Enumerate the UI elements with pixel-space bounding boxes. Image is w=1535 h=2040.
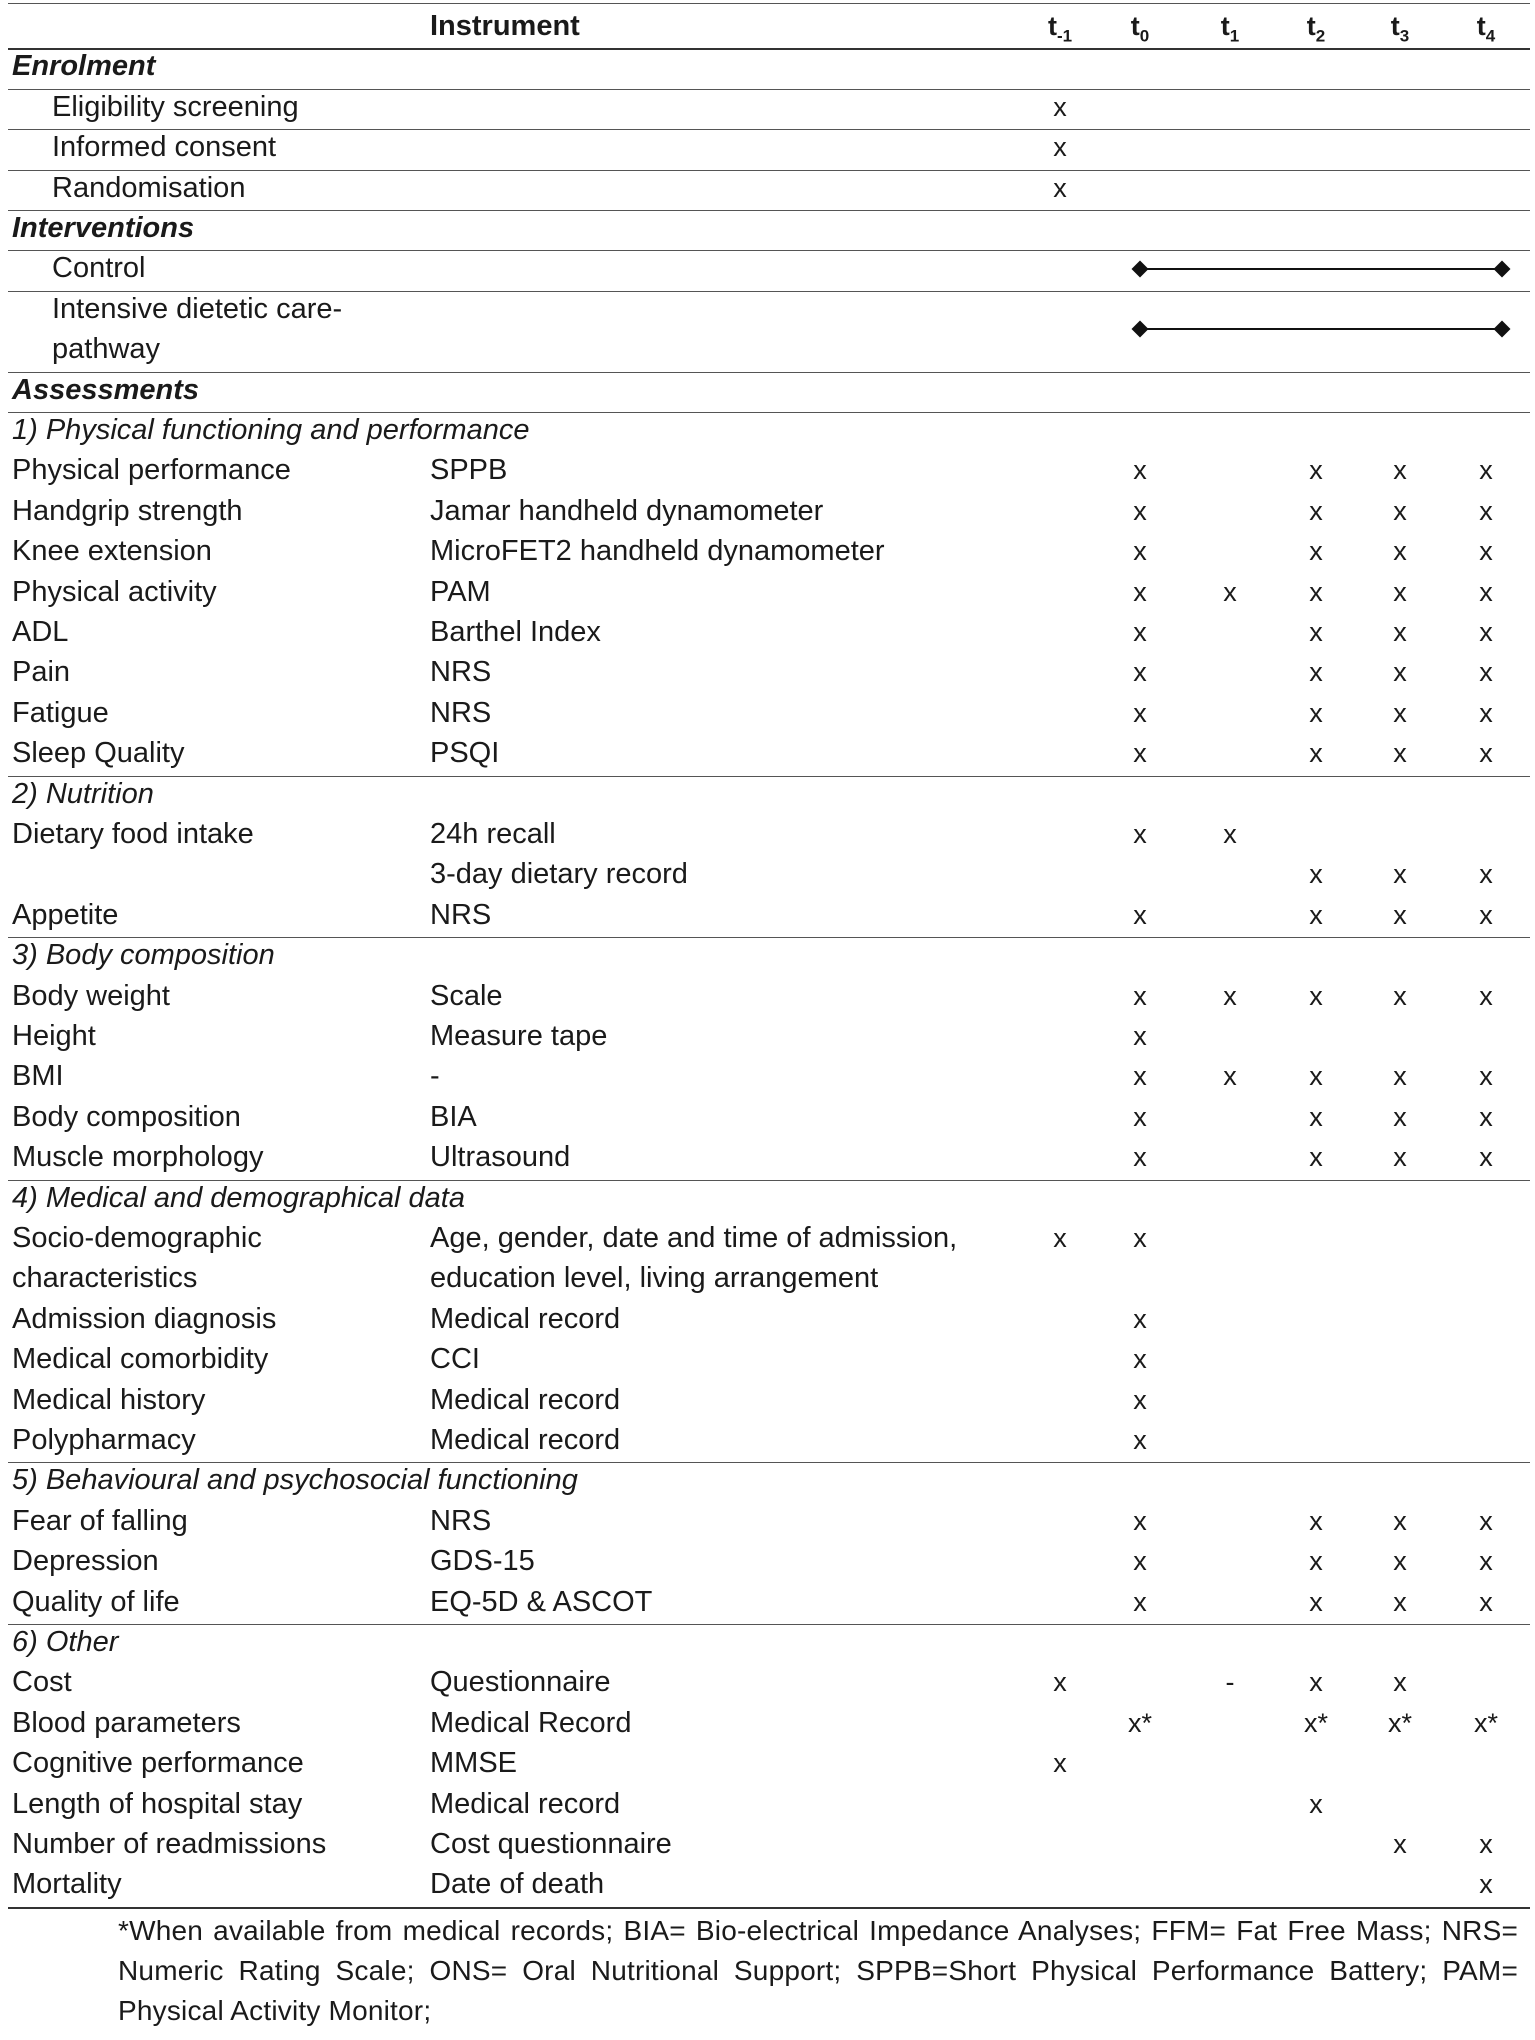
section-enrolment [8, 46, 1530, 86]
intervention-period-line [1140, 328, 1502, 330]
section-title: Assessments [12, 373, 199, 406]
timepoint-mark: x [1479, 1101, 1493, 1132]
timepoint-mark: x [1223, 980, 1237, 1011]
timepoint-mark: x [1133, 1101, 1147, 1132]
enrolment-row [8, 127, 1530, 167]
timepoint-mark: x [1309, 1667, 1323, 1698]
row-item-label: Number of readmissions [12, 1828, 327, 1860]
assessment-group-title [8, 1460, 1530, 1500]
timepoint-mark: x [1393, 1586, 1407, 1617]
timepoint-mark: x [1393, 495, 1407, 526]
timepoint-mark: x [1479, 980, 1493, 1011]
row-instrument: PAM [430, 575, 491, 608]
row-instrument: NRS [430, 898, 492, 931]
section-title: Interventions [12, 212, 195, 244]
row-instrument: education level, living arrangement [430, 1262, 879, 1295]
assessment-row [8, 976, 1530, 1016]
assessment-row [8, 1258, 1530, 1298]
timepoint-mark: x [1479, 1829, 1493, 1859]
timepoint-mark: x [1393, 738, 1407, 769]
row-instrument: 3-day dietary record [430, 858, 688, 891]
timepoint-mark: x [1393, 1829, 1407, 1859]
section-interventions [8, 208, 1530, 248]
timepoint-mark: x [1479, 697, 1493, 728]
row-item-label: Blood parameters [12, 1706, 241, 1739]
timepoint-base: t [1047, 11, 1057, 41]
row-item-label: Informed consent [52, 131, 277, 164]
timepoint-mark: x [1053, 132, 1067, 163]
row-instrument: Barthel Index [430, 616, 601, 648]
row-item-label: Admission diagnosis [12, 1302, 277, 1335]
row-item-label: Physical performance [12, 454, 291, 487]
timepoint-mark: x [1479, 1546, 1493, 1577]
assessment-row [8, 1016, 1530, 1056]
timepoint-mark: x [1309, 1505, 1323, 1536]
row-instrument: EQ-5D & ASCOT [430, 1585, 653, 1618]
row-item-label: Depression [12, 1545, 159, 1578]
group-title: 3) Body composition [12, 939, 275, 972]
assessment-row [8, 1582, 1530, 1622]
timepoint-mark: x [1133, 697, 1147, 728]
timepoint-mark: x [1133, 1061, 1147, 1092]
row-instrument: Questionnaire [430, 1666, 611, 1699]
assessment-row [8, 450, 1530, 490]
assessment-row [8, 1864, 1530, 1904]
timepoint-subscript: 1 [1229, 26, 1240, 46]
assessment-row [8, 1824, 1530, 1864]
timepoint-mark: x [1309, 859, 1323, 890]
timepoint-mark: x [1133, 1021, 1147, 1051]
timepoint-mark: x [1309, 980, 1323, 1011]
timepoint-mark: x [1309, 1142, 1323, 1173]
row-item-label: BMI [12, 1060, 64, 1093]
intervention-period-line [1140, 268, 1502, 270]
timepoint-mark: x [1393, 1667, 1407, 1698]
timepoint-mark: x [1479, 495, 1493, 526]
row-item-label: Socio-demographic [12, 1222, 262, 1254]
table-top-rule [8, 3, 1530, 4]
timepoint-mark: x [1133, 1142, 1147, 1173]
timeline-endpoint-diamond [1494, 260, 1511, 277]
row-instrument: MMSE [430, 1747, 517, 1780]
timeline-endpoint-diamond [1132, 321, 1149, 338]
timepoint-base: t [1476, 11, 1486, 41]
row-instrument: Medical record [430, 1787, 621, 1820]
timepoint-mark: x [1479, 1142, 1493, 1173]
row-item-label: Dietary food intake [12, 818, 254, 850]
assessment-row [8, 1339, 1530, 1379]
timepoint-mark: x* [1303, 1707, 1328, 1738]
timepoint-mark: x [1133, 536, 1147, 567]
row-item-label: Randomisation [52, 171, 246, 204]
row-instrument: NRS [430, 656, 492, 689]
column-header-instrument: Instrument [430, 10, 580, 42]
row-instrument: NRS [430, 696, 492, 729]
timepoint-mark: x [1309, 536, 1323, 567]
timepoint-mark: x [1133, 617, 1147, 647]
timepoint-mark: x [1133, 1586, 1147, 1617]
timepoint-mark: x [1309, 495, 1323, 526]
row-item-label: Mortality [12, 1868, 122, 1901]
timepoint-mark: x [1133, 1384, 1147, 1415]
assessment-row [8, 491, 1530, 531]
intervention-row [8, 248, 1530, 288]
timepoint-mark: x [1479, 1061, 1493, 1092]
row-item-label: Sleep Quality [12, 737, 185, 770]
timepoint-mark: - [1225, 1667, 1235, 1698]
row-instrument: 24h recall [430, 818, 556, 850]
timepoint-mark: x [1393, 455, 1407, 486]
timepoint-mark: x [1479, 859, 1493, 890]
timepoint-mark: x [1393, 1101, 1407, 1132]
timepoint-mark: x [1393, 859, 1407, 890]
timepoint-mark: x [1053, 1223, 1067, 1253]
timepoint-mark: x [1479, 738, 1493, 769]
row-instrument: SPPB [430, 454, 508, 487]
assessment-row [8, 693, 1530, 733]
timepoint-mark: x [1309, 738, 1323, 769]
section-assessments [8, 370, 1530, 410]
row-item-label: Length of hospital stay [12, 1787, 303, 1820]
row-item-label: Muscle morphology [12, 1141, 264, 1174]
timepoint-mark: x [1309, 576, 1323, 607]
timepoint-base: t [1306, 11, 1316, 41]
header-row [8, 6, 1530, 46]
row-item-label: pathway [52, 333, 161, 366]
row-instrument: - [430, 1060, 440, 1093]
timepoint-mark: x [1133, 1425, 1147, 1455]
timepoint-mark: x [1133, 738, 1147, 769]
timepoint-mark: x [1053, 91, 1067, 122]
assessment-row [8, 814, 1530, 854]
timepoint-mark: x [1133, 455, 1147, 486]
timepoint-mark: x [1393, 1142, 1407, 1173]
timepoint-mark: x [1393, 1546, 1407, 1577]
group-title: 4) Medical and demographical data [12, 1181, 465, 1214]
timepoint-mark: x [1309, 1101, 1323, 1132]
timepoint-mark: x [1309, 657, 1323, 688]
row-item-label: characteristics [12, 1262, 198, 1295]
timepoint-subscript: -1 [1056, 26, 1073, 46]
timepoint-mark: x [1393, 536, 1407, 567]
timepoint-mark: x [1309, 455, 1323, 486]
row-item-label: Handgrip strength [12, 494, 243, 527]
timepoint-mark: x [1223, 819, 1237, 849]
timepoint-mark: x [1133, 819, 1147, 849]
timepoint-mark: x [1053, 172, 1067, 203]
timepoint-base: t [1220, 11, 1230, 41]
row-item-label: Physical activity [12, 575, 217, 608]
assessment-row [8, 1218, 1530, 1258]
assessment-row [8, 1784, 1530, 1824]
group-title: 6) Other [12, 1626, 119, 1658]
timepoint-mark: x* [1387, 1707, 1412, 1738]
timepoint-mark: x [1133, 495, 1147, 526]
timepoint-mark: x [1309, 617, 1323, 647]
assessment-row [8, 1703, 1530, 1743]
assessment-row [8, 1501, 1530, 1541]
row-instrument: Scale [430, 979, 503, 1012]
row-instrument: PSQI [430, 737, 500, 770]
row-item-label: Medical history [12, 1383, 206, 1416]
timepoint-mark: x [1479, 899, 1493, 930]
assessment-group-title [8, 410, 1530, 450]
row-item-label: ADL [12, 616, 69, 648]
row-item-label: Cognitive performance [12, 1747, 304, 1780]
timepoint-mark: x [1133, 1546, 1147, 1577]
assessment-row [8, 1299, 1530, 1339]
row-item-label: Body composition [12, 1100, 241, 1133]
timepoint-mark: x [1133, 980, 1147, 1011]
timepoint-mark: x [1223, 576, 1237, 607]
assessment-group-title [8, 1178, 1530, 1218]
timepoint-subscript: 2 [1315, 26, 1326, 46]
row-item-label: Intensive dietetic care- [52, 292, 343, 325]
assessment-group-title [8, 1622, 1530, 1662]
timepoint-mark: x [1133, 1344, 1147, 1375]
timeline-endpoint-diamond [1132, 260, 1149, 277]
timepoint-mark: x [1479, 1869, 1493, 1900]
row-item-label: Quality of life [12, 1585, 180, 1618]
assessment-row [8, 1380, 1530, 1420]
timepoint-mark: x [1479, 576, 1493, 607]
row-instrument: CCI [430, 1343, 480, 1376]
row-instrument: Measure tape [430, 1020, 608, 1052]
timepoint-base: t [1130, 11, 1140, 41]
assessment-row [8, 612, 1530, 652]
timepoint-mark: x [1479, 536, 1493, 567]
timepoint-mark: x [1393, 980, 1407, 1011]
assessment-row [8, 572, 1530, 612]
group-title: 5) Behavioural and psychosocial functioning [12, 1464, 578, 1497]
timepoint-subscript: 0 [1139, 26, 1150, 46]
timepoint-mark: x [1479, 657, 1493, 688]
assessment-row [8, 1541, 1530, 1581]
timepoint-mark: x [1223, 1061, 1237, 1092]
timepoint-mark: x [1309, 697, 1323, 728]
timepoint-mark: x [1393, 899, 1407, 930]
assessment-row [8, 1137, 1530, 1177]
timepoint-mark: x [1133, 1505, 1147, 1536]
timepoint-mark: x* [1473, 1707, 1498, 1738]
row-item-label: Medical comorbidity [12, 1343, 269, 1376]
timepoint-mark: x [1479, 617, 1493, 647]
row-instrument: Jamar handheld dynamometer [430, 494, 824, 527]
row-instrument: Date of death [430, 1868, 605, 1901]
row-item-label: Fear of falling [12, 1504, 188, 1537]
group-title: 1) Physical functioning and performance [12, 414, 530, 446]
row-instrument: Medical record [430, 1424, 621, 1456]
timepoint-subscript: 4 [1485, 26, 1496, 46]
row-item-label: Pain [12, 656, 71, 689]
timepoint-mark: x [1309, 1586, 1323, 1617]
assessment-row [8, 895, 1530, 935]
timeline-endpoint-diamond [1494, 321, 1511, 338]
row-instrument: Medical record [430, 1302, 621, 1335]
row-instrument: Cost questionnaire [430, 1828, 672, 1860]
row-instrument: Ultrasound [430, 1141, 571, 1174]
row-item-label: Height [12, 1020, 96, 1052]
group-divider [8, 1907, 1530, 1909]
timepoint-mark: x* [1127, 1707, 1152, 1738]
timepoint-mark: x [1053, 1667, 1067, 1698]
row-item-label: Polypharmacy [12, 1424, 196, 1456]
row-instrument: GDS-15 [430, 1545, 535, 1578]
timepoint-mark: x [1053, 1748, 1067, 1779]
timepoint-mark: x [1479, 455, 1493, 486]
assessment-row [8, 733, 1530, 773]
timepoint-mark: x [1479, 1586, 1493, 1617]
row-instrument: BIA [430, 1100, 477, 1133]
timepoint-mark: x [1479, 1505, 1493, 1536]
enrolment-row [8, 168, 1530, 208]
timepoint-mark: x [1393, 1505, 1407, 1536]
timepoint-mark: x [1309, 899, 1323, 930]
row-item-label: Fatigue [12, 696, 109, 729]
assessment-row [8, 1056, 1530, 1096]
row-instrument: Age, gender, date and time of admission, [430, 1222, 958, 1254]
timepoint-mark: x [1309, 1546, 1323, 1577]
row-item-label: Eligibility screening [52, 90, 299, 123]
assessment-row [8, 1743, 1530, 1783]
intervention-row [8, 289, 1530, 370]
assessment-group-title [8, 935, 1530, 975]
assessment-row [8, 531, 1530, 571]
timepoint-mark: x [1309, 1788, 1323, 1819]
timepoint-mark: x [1393, 1061, 1407, 1092]
row-item-label: Knee extension [12, 535, 212, 568]
row-instrument: MicroFET2 handheld dynamometer [430, 535, 885, 568]
group-title: 2) Nutrition [12, 777, 154, 810]
assessment-row [8, 1420, 1530, 1460]
row-instrument: NRS [430, 1504, 492, 1537]
assessment-row [8, 854, 1530, 894]
row-item-label: Control [52, 252, 146, 285]
timepoint-mark: x [1309, 1061, 1323, 1092]
timepoint-mark: x [1393, 617, 1407, 647]
assessment-group-title [8, 774, 1530, 814]
row-item-label: Body weight [12, 979, 170, 1012]
timepoint-mark: x [1393, 576, 1407, 607]
timepoint-mark: x [1393, 697, 1407, 728]
section-title: Enrolment [12, 50, 156, 83]
timepoint-mark: x [1133, 1303, 1147, 1334]
timepoint-subscript: 3 [1399, 26, 1410, 46]
assessment-row [8, 652, 1530, 692]
timepoint-mark: x [1133, 576, 1147, 607]
table-footnote: *When available from medical records; BIA= Bio-electrical Impedance Analyses; FFM= Fat Free Mass; NRS= Numeric Rating Scale; ONS= Oral Nutritional Support; SPPB=Short Physical Performance Battery; PAM= Physical Activity Monitor; [118, 1914, 1518, 2026]
timepoint-mark: x [1133, 1223, 1147, 1253]
enrolment-row [8, 87, 1530, 127]
row-instrument: Medical Record [430, 1706, 632, 1739]
row-item-label: Appetite [12, 898, 119, 931]
timepoint-mark: x [1133, 657, 1147, 688]
row-item-label: Cost [12, 1666, 72, 1699]
timepoint-mark: x [1393, 657, 1407, 688]
assessment-row [8, 1097, 1530, 1137]
assessment-row [8, 1662, 1530, 1702]
timepoint-mark: x [1133, 899, 1147, 930]
timepoint-base: t [1390, 11, 1400, 41]
row-instrument: Medical record [430, 1383, 621, 1416]
